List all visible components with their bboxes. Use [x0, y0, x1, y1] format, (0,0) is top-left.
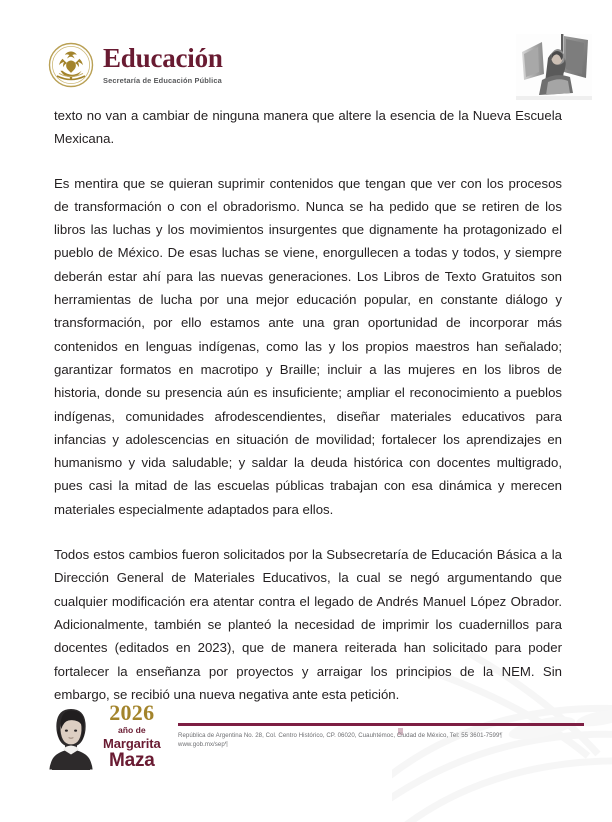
anniversary-year: 2026 [109, 700, 155, 726]
anniversary-name-last: Maza [108, 750, 155, 771]
margarita-maza-portrait [46, 704, 96, 770]
footer-address-text: República de Argentina No. 28, Col. Centro Histórico, CP. 06020, Cuauhtémoc, Ciudad de México, Tel: 55 3601-7599 [178, 731, 500, 739]
page-header [0, 30, 612, 108]
footer-website-text: www.gob.mx/sep [178, 741, 225, 749]
brand-lockup [48, 42, 223, 88]
mexico-eagle-seal-icon [48, 42, 94, 88]
brand-subtitle: Secretaría de Educación Pública [103, 76, 222, 85]
footer-divider [178, 723, 584, 726]
brand-title: Educación [103, 43, 223, 73]
page-footer [0, 698, 612, 776]
anniversary-name-first: Margarita [103, 736, 161, 751]
footer-address [178, 731, 584, 741]
woman-with-mexican-flag-photo [508, 30, 598, 104]
anniversary-text [103, 702, 161, 770]
anniversary-logo [46, 702, 161, 770]
brand-text-block [103, 45, 223, 85]
footer-contact-block [178, 723, 584, 750]
anniversary-of-label: año de [117, 725, 146, 736]
paragraph: Es mentira que se quieran suprimir contenidos que tengan que ver con los procesos de transformación o con el obradorismo. Nunca se ha pedido que se retiren de los libros las luchas y los movimientos insurgentes que dignamente ha protagonizado el pueblo de México. De esas luchas se viene, enorgullecen a todas y todos, y siempre deberán estar ahí para las nuevas generaciones. Los Libros de Texto Gratuitos son herramientas de lucha por una mejor educación popular, en constante diálogo y transformación, por ello estamos ante una gran oportunidad de incorporar más contenidos en lenguas indígenas, como las y los propios maestros han señalado; garantizar formatos en macrotipo y Braille; incluir a las mujeres en los libros de historia, donde su presencia aún es insuficiente; ampliar el reconocimiento a pueblos indígenas, comunidades afrodescendientes, diseñar materiales educativos para infancias y adolescencias en situación de movilidad; fortalecer los aprendizajes en humanismo y vida saludable; y saldar la deuda histórica con docentes multigrado, pues casi la mitad de las escuelas públicas trabajan con esa dinámica y merecen materiales especialmente adaptados para ellos. [54, 175, 562, 517]
paragraph: texto no van a cambiar de ninguna manera que altere la esencia de la Nueva Escuela Mexicana. [54, 108, 562, 147]
letter-body [54, 104, 562, 706]
footer-website [178, 740, 584, 750]
pilcrow-mark: ¶ [499, 731, 503, 739]
pilcrow-mark: ¶ [224, 741, 229, 749]
paragraph: Todos estos cambios fueron solicitados por la Subsecretaría de Educación Básica a la Dirección General de Materiales Educativos, la cual se negó argumentando que cualquier modificación era atentar contra el legado de Andrés Manuel López Obrador. Adicionalmente, también se planteó la necesidad de imprimir los cuadernillos para docentes (editados en 2023), que de manera reiterada han solicitado para poder fortalecer la enseñanza por proyectos y arraigar los principios de la NEM. Sin embargo, se recibió una nueva negativa ante esta petición. [54, 547, 562, 702]
